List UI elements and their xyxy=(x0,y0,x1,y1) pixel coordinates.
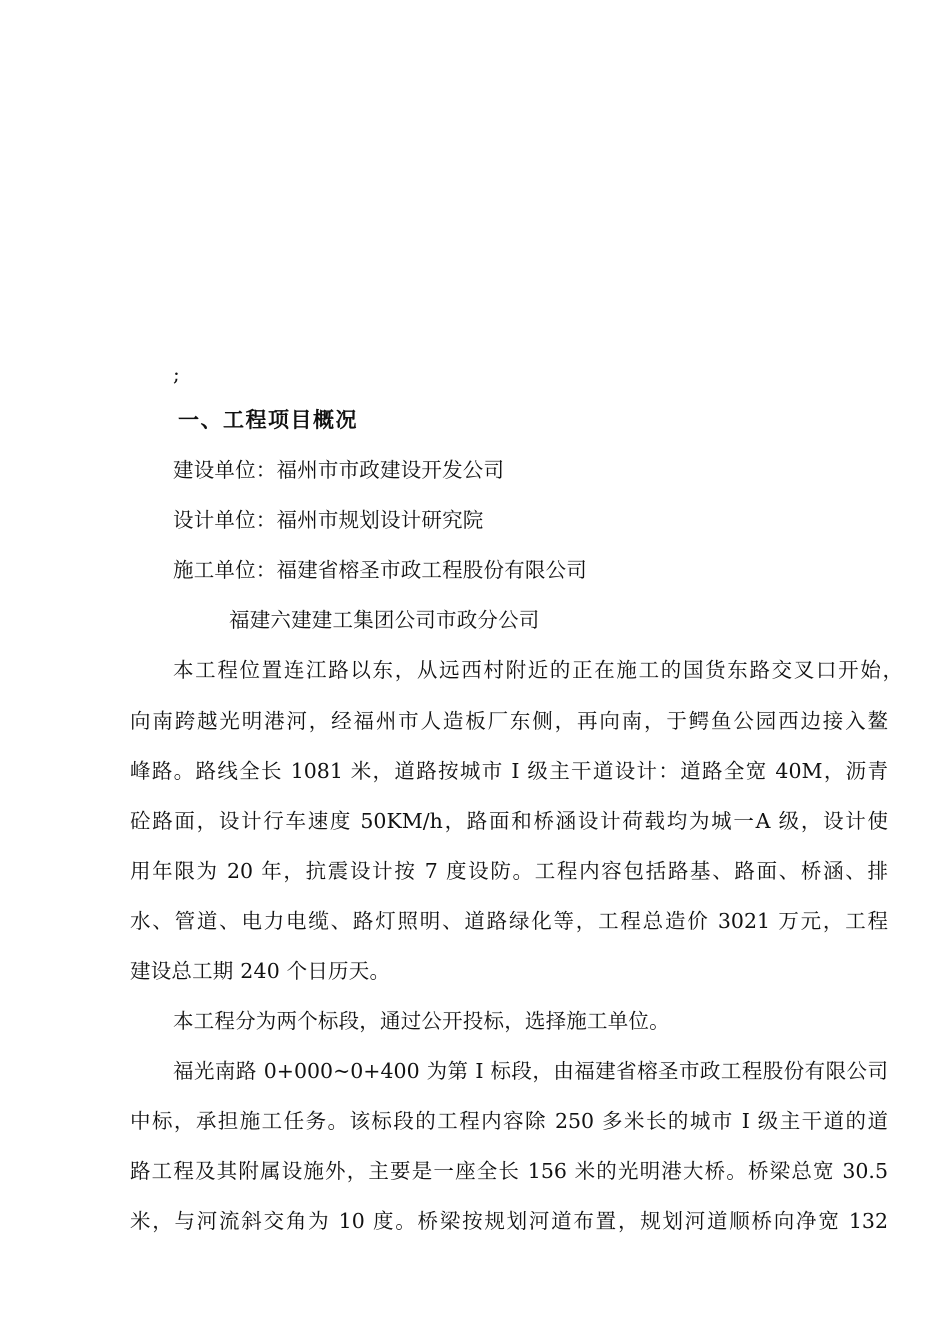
paragraph-1-line: 建设总工期 240 个日历天。 xyxy=(130,959,391,983)
design-unit: 设计单位：福州市规划设计研究院 xyxy=(173,508,484,532)
paragraph-1-line: 向南跨越光明港河，经福州市人造板厂东侧，再向南，于鳄鱼公园西边接入鳌 xyxy=(130,709,888,733)
construction-unit: 建设单位：福州市市政建设开发公司 xyxy=(173,458,505,482)
paragraph-3-line: 米，与河流斜交角为 10 度。桥梁按规划河道布置，规划河道顺桥向净宽 132 xyxy=(130,1209,888,1233)
paragraph-1-line: 本工程位置连江路以东，从远西村附近的正在施工的国货东路交叉口开始， xyxy=(173,658,903,682)
contractor-unit-1: 施工单位：福建省榕圣市政工程股份有限公司 xyxy=(173,558,587,582)
paragraph-2: 本工程分为两个标段，通过公开投标，选择施工单位。 xyxy=(173,1009,670,1033)
paragraph-1-line: 峰路。路线全长 1081 米，道路按城市 I 级主干道设计：道路全宽 40M，沥青 xyxy=(130,759,888,783)
page-marker: ; xyxy=(173,362,180,386)
section-heading: 一、工程项目概况 xyxy=(178,408,358,432)
paragraph-3-line: 福光南路 0+000~0+400 为第 I 标段，由福建省榕圣市政工程股份有限公司 xyxy=(173,1059,888,1083)
contractor-unit-2: 福建六建建工集团公司市政分公司 xyxy=(229,608,540,632)
paragraph-3-line: 中标，承担施工任务。该标段的工程内容除 250 多米长的城市 I 级主干道的道 xyxy=(130,1109,888,1133)
paragraph-1-line: 水、管道、电力电缆、路灯照明、道路绿化等，工程总造价 3021 万元，工程 xyxy=(130,909,888,933)
paragraph-1-line: 砼路面，设计行车速度 50KM/h，路面和桥涵设计荷载均为城一A 级，设计使 xyxy=(130,809,888,833)
paragraph-1-line: 用年限为 20 年，抗震设计按 7 度设防。工程内容包括路基、路面、桥涵、排 xyxy=(130,859,888,883)
paragraph-3-line: 路工程及其附属设施外，主要是一座全长 156 米的光明港大桥。桥梁总宽 30.5 xyxy=(130,1159,888,1183)
